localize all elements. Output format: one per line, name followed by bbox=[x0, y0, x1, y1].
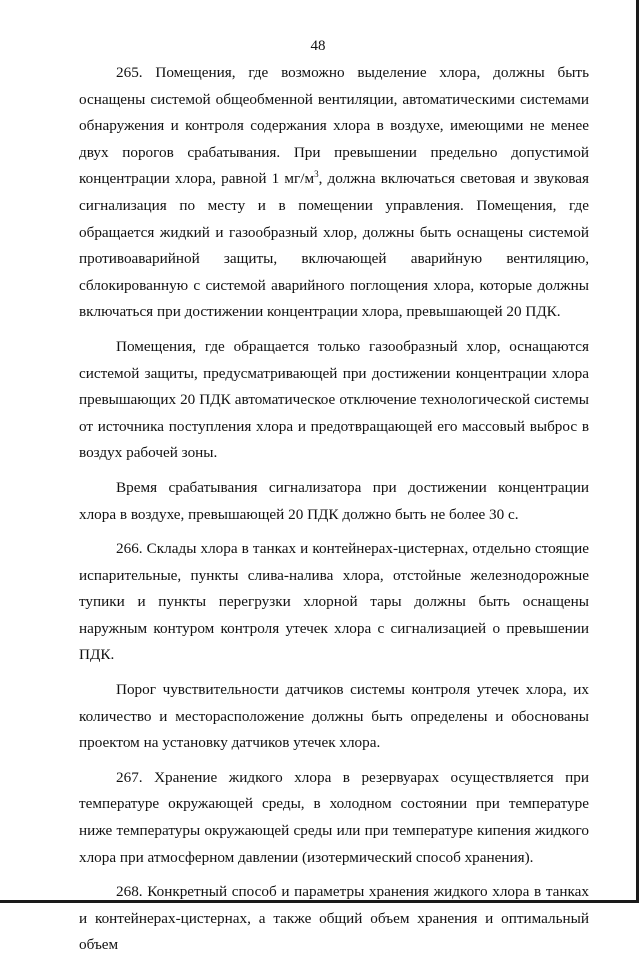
paragraph-265-text-cont: , должна включаться световая и звуковая сигнализация по месту и в помещении управления. Помещения, где обращается жидкий и газообразный хлор, должны быть оснащены системой противоаварийной защиты, включающей аварийную вентиляцию, сблокированную с системой аварийного поглощения хлора, которые должны включаться при достижении концентрации хлора, превышающей 20 ПДК. bbox=[79, 170, 589, 321]
paragraph-265-text: 265. Помещения, где возможно выделение хлора, должны быть оснащены системой общеобменной вентиляции, автоматическими системами обнаружения и контроля содержания хлора в воздухе, имеющими не менее двух порогов срабатывания. При превышении предельно допустимой концентрации хлора, равной 1 мг/м bbox=[79, 64, 589, 188]
paragraph-sensor-threshold: Порог чувствительности датчиков системы контроля утечек хлора, их количество и месторасположение должны быть определены и обоснованы проектом на установку датчиков утечек хлора. bbox=[79, 681, 589, 752]
paragraph-alarm-time: Время срабатывания сигнализатора при достижении концентрации хлора в воздухе, превышающей 20 ПДК должно быть не более 30 с. bbox=[79, 478, 589, 523]
paragraph-268: 268. Конкретный способ и параметры хранения жидкого хлора в танках и контейнерах-цистернах, а также общий объем хранения и оптимальный объем bbox=[79, 883, 589, 954]
page-number: 48 bbox=[310, 38, 326, 54]
paragraph-gas-chlorine-rooms: Помещения, где обращается только газообразный хлор, оснащаются системой защиты, предусматривающей при достижении концентрации хлора превышающих 20 ПДК автоматическое отключение технологической системы от источника поступления хлора и предотвращающей его массовый выброс в воздух рабочей зоны. bbox=[79, 337, 589, 462]
superscript-3: 3 bbox=[314, 169, 319, 180]
document-body bbox=[79, 60, 589, 961]
paragraph-265 bbox=[79, 60, 589, 326]
paragraph-267: 267. Хранение жидкого хлора в резервуарах осуществляется при температуре окружающей среды, в холодном состоянии при температуре ниже температуры окружающей среды или при температуре кипения жидкого хлора при атмосферном давлении (изотермический способ хранения). bbox=[79, 768, 589, 866]
paragraph-266: 266. Склады хлора в танках и контейнерах-цистернах, отдельно стоящие испарительные, пункты слива-налива хлора, отстойные железнодорожные тупики и пункты перегрузки хлорной тары должны быть оснащены наружным контуром контроля утечек хлора с сигнализацией о превышении ПДК. bbox=[79, 540, 589, 664]
